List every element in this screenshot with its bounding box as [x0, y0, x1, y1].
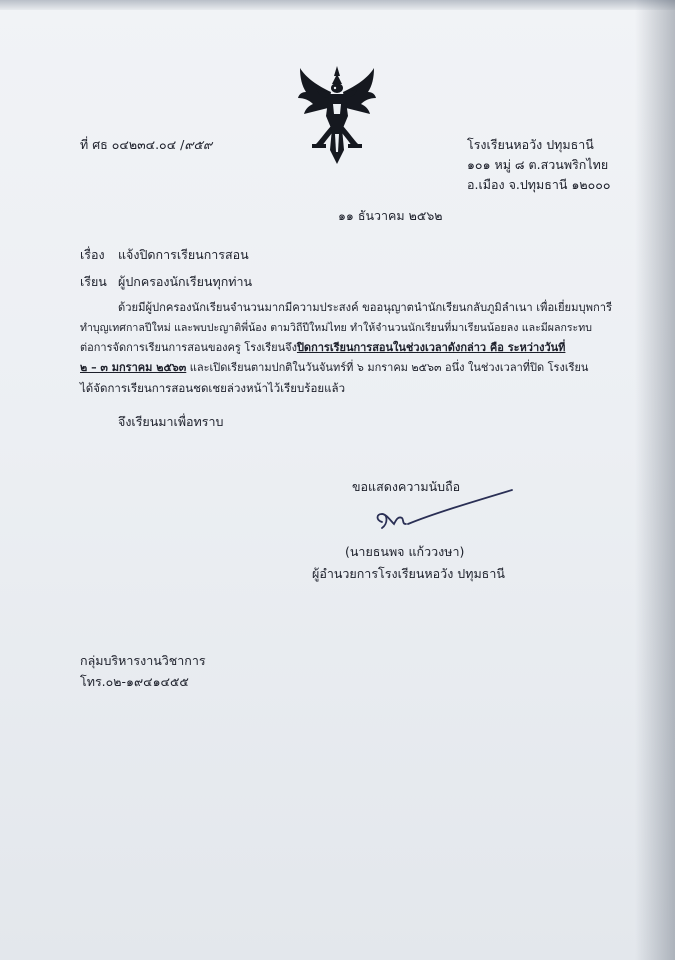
recipient-label: เรียน — [80, 274, 107, 289]
reference-prefix: ที่ ศธ ๐๔๒๓๔.๐๔ / — [80, 137, 185, 152]
body-line-3-emphasis: ปิดการเรียนการสอนในช่วงเวลาดังกล่าว คือ ระหว่างวันที่ — [296, 341, 566, 354]
address-line-2: อ.เมือง จ.ปทุมธานี ๑๒๐๐๐ — [467, 177, 611, 192]
department-name: กลุ่มบริหารงานวิชาการ — [80, 653, 206, 668]
signer-name: (นายธนพจ แก้ววงษา) — [345, 544, 465, 559]
reference-number — [80, 137, 212, 153]
regards-text: ขอแสดงความนับถือ — [352, 479, 461, 494]
reference-handwritten: ๙๕๙ — [184, 137, 213, 152]
body-line-1: ด้วยมีผู้ปกครองนักเรียนจำนวนมากมีความประสงค์ ขออนุญาตนำนักเรียนกลับภูมิลำเนา เพื่อเยี่ยมบุพการี — [118, 301, 613, 314]
phone-number: โทร.๐๒-๑๙๔๑๔๕๕ — [80, 674, 189, 689]
subject-text: แจ้งปิดการเรียนการสอน — [118, 247, 249, 262]
address-line-1: ๑๐๑ หมู่ ๘ ต.สวนพริกไทย — [467, 157, 609, 172]
body-line-4-normal: และเปิดเรียนตามปกติในวันจันทร์ที่ ๖ มกราคม ๒๕๖๓ อนึ่ง ในช่วงเวลาที่ปิด โรงเรียน — [186, 361, 589, 374]
signature-mark — [372, 484, 522, 539]
letter-date: ๑๑ ธันวาคม ๒๕๖๒ — [338, 208, 443, 223]
body-line-3-normal: ต่อการจัดการเรียนการสอนของครู โรงเรียนจึง — [80, 341, 297, 354]
body-line-4 — [80, 360, 588, 376]
body-line-2: ทำบุญเทศกาลปีใหม่ และพบปะญาติพี่น้อง ตามวิถีปีใหม่ไทย ทำให้จำนวนนักเรียนที่มาเรียนน้อยลง และมีผลกระทบ — [80, 322, 592, 334]
closing-line: จึงเรียนมาเพื่อทราบ — [118, 414, 224, 429]
body-line-5: ได้จัดการเรียนการสอนชดเชยล่วงหน้าไว้เรียบร้อยแล้ว — [80, 381, 346, 395]
school-name: โรงเรียนหอวัง ปทุมธานี — [467, 137, 594, 152]
paper-right-shadow — [635, 0, 675, 960]
body-line-4-emphasis: ๒ – ๓ มกราคม ๒๕๖๓ — [80, 361, 187, 374]
recipient-text: ผู้ปกครองนักเรียนทุกท่าน — [118, 274, 253, 289]
signature-handwriting: ปิวพ — [414, 534, 416, 535]
body-line-3 — [80, 340, 565, 356]
subject-label: เรื่อง — [80, 247, 105, 262]
signer-title: ผู้อำนวยการโรงเรียนหอวัง ปทุมธานี — [312, 566, 505, 581]
garuda-emblem-icon — [296, 64, 378, 166]
paper-top-shadow — [0, 0, 675, 10]
